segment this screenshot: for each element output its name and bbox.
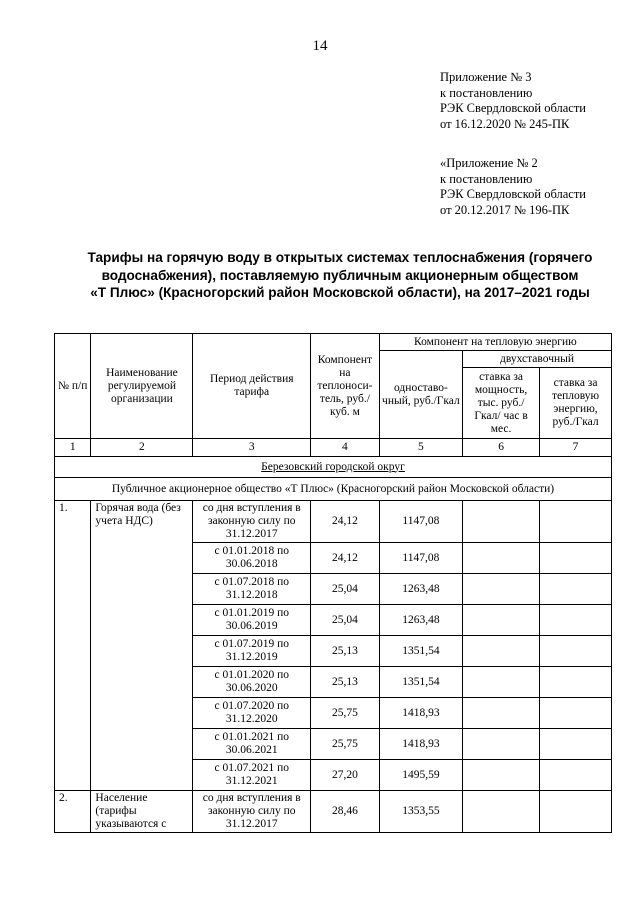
energy-rate <box>540 791 612 833</box>
tariff-period: с 01.07.2018 по 31.12.2018 <box>193 574 311 605</box>
header-period: Период действия тарифа <box>193 334 311 439</box>
header-org: Наименование регулируемой организации <box>91 334 193 439</box>
carrier-component: 24,12 <box>311 543 380 574</box>
tariff-name: Население (тарифы указываются с <box>91 791 193 833</box>
header-two-rate: двухставочный <box>463 351 612 368</box>
energy-rate <box>540 605 612 636</box>
tariff-period: с 01.07.2021 по 31.12.2021 <box>193 760 311 791</box>
header-one-rate: одноставо-чный, руб./Гкал <box>379 351 462 439</box>
document-title <box>60 249 620 302</box>
capacity-rate <box>463 636 540 667</box>
one-rate-component: 1351,54 <box>379 636 462 667</box>
capacity-rate <box>463 760 540 791</box>
appendix-line: к постановлению <box>440 171 533 186</box>
energy-rate <box>540 760 612 791</box>
tariff-row <box>55 501 612 543</box>
one-rate-component: 1351,54 <box>379 667 462 698</box>
appendix-current <box>440 70 586 132</box>
tariff-period: с 01.01.2020 по 30.06.2020 <box>193 667 311 698</box>
appendix-line: от 20.12.2017 № 196-ПК <box>440 202 570 217</box>
section-title: Березовский городской округ <box>55 457 612 478</box>
appendix-previous <box>440 156 586 218</box>
appendix-line: Приложение № 3 <box>440 70 532 84</box>
one-rate-component: 1147,08 <box>379 543 462 574</box>
carrier-component: 28,46 <box>311 791 380 833</box>
organization-row <box>55 478 612 501</box>
column-number: 3 <box>193 439 311 457</box>
capacity-rate <box>463 605 540 636</box>
column-number: 4 <box>311 439 380 457</box>
column-number: 7 <box>540 439 612 457</box>
column-number: 5 <box>379 439 462 457</box>
carrier-component: 25,13 <box>311 636 380 667</box>
header-carrier: Компонент на теплоноси-тель, руб./куб. м <box>311 334 380 439</box>
energy-rate <box>540 574 612 605</box>
capacity-rate <box>463 667 540 698</box>
capacity-rate <box>463 729 540 760</box>
tariff-period: со дня вступления в законную силу по 31.12.2017 <box>193 501 311 543</box>
row-number: 2. <box>55 791 91 833</box>
organization-name: Публичное акционерное общество «Т Плюс» (Красногорский район Московской области) <box>55 478 612 501</box>
page-number: 14 <box>312 38 328 54</box>
tariff-period: со дня вступления в законную силу по 31.12.2017 <box>193 791 311 833</box>
column-numbers-row <box>55 439 612 457</box>
capacity-rate <box>463 501 540 543</box>
header-energy-group: Компонент на тепловую энергию <box>379 334 611 351</box>
one-rate-component: 1353,55 <box>379 791 462 833</box>
capacity-rate <box>463 574 540 605</box>
one-rate-component: 1147,08 <box>379 501 462 543</box>
carrier-component: 27,20 <box>311 760 380 791</box>
tariff-period: с 01.01.2018 по 30.06.2018 <box>193 543 311 574</box>
energy-rate <box>540 543 612 574</box>
capacity-rate <box>463 543 540 574</box>
tariff-name: Горячая вода (без учета НДС) <box>91 501 193 791</box>
energy-rate <box>540 698 612 729</box>
appendix-line: РЭК Свердловской области <box>440 187 586 201</box>
appendix-line: «Приложение № 2 <box>440 156 538 170</box>
carrier-component: 25,13 <box>311 667 380 698</box>
tariff-table <box>54 333 612 833</box>
one-rate-component: 1263,48 <box>379 574 462 605</box>
tariff-period: с 01.01.2021 по 30.06.2021 <box>193 729 311 760</box>
header-num: № п/п <box>55 334 91 439</box>
tariff-period: с 01.01.2019 по 30.06.2019 <box>193 605 311 636</box>
one-rate-component: 1418,93 <box>379 698 462 729</box>
capacity-rate <box>463 698 540 729</box>
energy-rate <box>540 501 612 543</box>
appendix-line: к постановлению <box>440 85 533 100</box>
appendix-line: РЭК Свердловской области <box>440 101 586 115</box>
carrier-component: 25,04 <box>311 574 380 605</box>
capacity-rate <box>463 791 540 833</box>
energy-rate <box>540 729 612 760</box>
header-energy-rate: ставка за тепловую энергию, руб./Гкал <box>540 368 612 439</box>
carrier-component: 25,75 <box>311 698 380 729</box>
one-rate-component: 1418,93 <box>379 729 462 760</box>
carrier-component: 25,04 <box>311 605 380 636</box>
section-row <box>55 457 612 478</box>
header-capacity: ставка за мощность, тыс. руб./Гкал/ час в мес. <box>463 368 540 439</box>
energy-rate <box>540 636 612 667</box>
tariff-period: с 01.07.2020 по 31.12.2020 <box>193 698 311 729</box>
carrier-component: 24,12 <box>311 501 380 543</box>
title-line: водоснабжения), поставляемую публичным акционерным обществом <box>101 267 579 283</box>
title-line: «Т Плюс» (Красногорский район Московской области), на 2017–2021 годы <box>90 285 590 300</box>
one-rate-component: 1263,48 <box>379 605 462 636</box>
energy-rate <box>540 667 612 698</box>
tariff-period: с 01.07.2019 по 31.12.2019 <box>193 636 311 667</box>
carrier-component: 25,75 <box>311 729 380 760</box>
one-rate-component: 1495,59 <box>379 760 462 791</box>
column-number: 2 <box>91 439 193 457</box>
column-number: 1 <box>55 439 91 457</box>
appendix-line: от 16.12.2020 № 245-ПК <box>440 116 570 131</box>
tariff-row <box>55 791 612 833</box>
title-line: Тарифы на горячую воду в открытых системах теплоснабжения (горячего <box>87 250 593 265</box>
column-number: 6 <box>463 439 540 457</box>
row-number: 1. <box>55 501 91 791</box>
